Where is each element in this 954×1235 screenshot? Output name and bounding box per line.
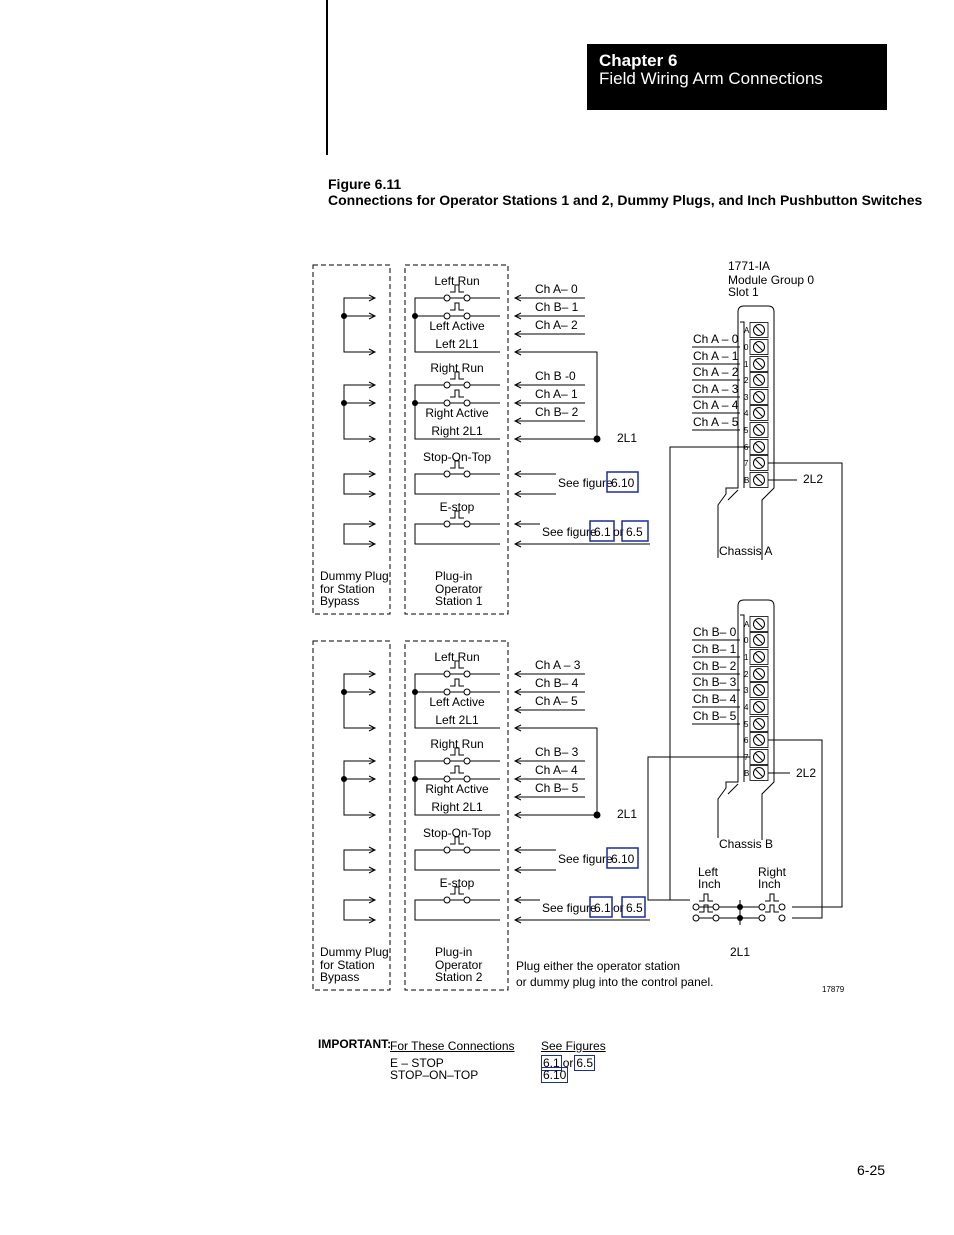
chassisB-channel: Ch B– 4 [693, 692, 737, 706]
chassisB-group [648, 600, 822, 918]
important-figures-stop-on-top [541, 1068, 568, 1082]
station1-label: Left 2L1 [435, 337, 479, 351]
right-inch-label: Right [758, 865, 787, 879]
chassisA-channel: Ch A – 2 [693, 365, 739, 379]
station1-dummy-label: Dummy Plug [320, 569, 389, 583]
chassisB-return: 2L2 [796, 766, 817, 780]
chassisA-terminal-id: A [744, 326, 750, 335]
chassisA-channel: Ch A – 4 [693, 398, 739, 412]
station2-dummy-label: Bypass [320, 970, 360, 984]
station2-label: Left Run [434, 650, 480, 664]
chassisA-terminal-id: 7 [744, 459, 749, 468]
important-ref-6-1[interactable]: 6.1 [543, 1056, 560, 1070]
station2-plugin-label: Operator [435, 958, 483, 972]
station1-dummy-label: for Station [320, 582, 375, 596]
chassisB-channel: Ch B– 5 [693, 709, 737, 723]
chassisB-terminals [750, 617, 768, 781]
station2-ref-6-1[interactable]: 6.1 [594, 901, 611, 915]
chassisB-channel: Ch B– 3 [693, 675, 737, 689]
drawing-number: 17879 [822, 985, 845, 994]
station2-label: Right Active [425, 782, 489, 796]
chassisA-channel: Ch A – 1 [693, 349, 739, 363]
chassisA-terminal-id: B [744, 476, 750, 485]
chassisA-terminal-id: 1 [744, 360, 749, 369]
station1-dummy-jumpers [344, 295, 375, 547]
station1-group [313, 265, 650, 614]
station1-plugin-label: Plug-in [435, 569, 473, 583]
chassisB-channel: Ch B– 0 [693, 625, 737, 639]
station2-dummy-label: for Station [320, 958, 375, 972]
station2-label: E-stop [439, 876, 475, 890]
chapter-title: Field Wiring Arm Connections [599, 69, 823, 88]
chassisB-terminal-id: 0 [744, 636, 749, 645]
station1-plugin-label: Station 1 [435, 594, 483, 608]
chassisA-group [670, 259, 842, 907]
station2-wire-label: Ch A – 3 [535, 658, 581, 672]
station1-ref-6-5[interactable]: 6.5 [626, 525, 643, 539]
inch-switches [693, 865, 787, 959]
plug-note: or dummy plug into the control panel. [516, 975, 714, 989]
station2-wire-label: Ch B– 3 [535, 745, 579, 759]
station1-wire-label: Ch B– 2 [535, 405, 579, 419]
important-ref-or: or [562, 1056, 574, 1070]
station1-panel-wires [515, 295, 650, 547]
chassisA-return: 2L2 [803, 472, 824, 486]
station1-wire-label: Ch B -0 [535, 369, 576, 383]
station2-label: Right Run [430, 737, 484, 751]
station2-dummy-label: Dummy Plug [320, 945, 389, 959]
important-label: IMPORTANT: [318, 1037, 392, 1051]
figure-number: Figure 6.11 [328, 176, 402, 192]
station2-wire-label: Ch A– 4 [535, 763, 578, 777]
left-inch-label: Left [698, 865, 719, 879]
station2-ref-6-10[interactable]: 6.10 [611, 852, 635, 866]
station1-node-label: 2L1 [617, 431, 638, 445]
station1-ref-or: or [613, 525, 624, 539]
station2-node-label: 2L1 [617, 807, 638, 821]
right-inch-label: Inch [758, 877, 781, 891]
left-inch-label: Inch [698, 877, 721, 891]
chassisA-terminal-id: 0 [744, 343, 749, 352]
station2-wire-label: Ch A– 5 [535, 694, 578, 708]
station2-wire-label: Ch B– 5 [535, 781, 579, 795]
station1-label: E-stop [439, 500, 475, 514]
station1-label: Left Active [429, 319, 485, 333]
station2-ref-or: or [613, 901, 624, 915]
chassisA-label: Chassis A [719, 544, 773, 558]
station2-label: Stop-On-Top [422, 826, 492, 840]
chassisA-channel: Ch A – 3 [693, 382, 739, 396]
station2-group [313, 641, 650, 990]
module-slot: Slot 1 [728, 285, 759, 299]
station2-label: Left 2L1 [435, 713, 479, 727]
chassisA-channel: Ch A – 0 [693, 332, 739, 346]
station2-see-figure: See figure [558, 852, 613, 866]
chassisA-terminal-ids [744, 326, 750, 485]
chassisB-terminal-id: 3 [744, 686, 749, 695]
station2-ref-6-5[interactable]: 6.5 [626, 901, 643, 915]
chassisA-terminal-id: 4 [744, 409, 749, 418]
chassisB-terminal-id: 1 [744, 653, 749, 662]
chassisB-terminal-id: 4 [744, 703, 749, 712]
station1-label: Right Run [430, 361, 484, 375]
chassisA-channel: Ch A – 5 [693, 415, 739, 429]
station2-plugin-label: Station 2 [435, 970, 483, 984]
important-row-stop-on-top: STOP–ON–TOP [390, 1068, 479, 1082]
chassisB-channel: Ch B– 1 [693, 642, 737, 656]
chassisB-channel: Ch B– 2 [693, 659, 737, 673]
station1-plugin-label: Operator [435, 582, 483, 596]
chassisB-terminal-id: 5 [744, 720, 749, 729]
notes [516, 959, 845, 994]
station1-wire-label: Ch B– 1 [535, 300, 579, 314]
module-name: 1771-IA [728, 259, 771, 273]
station1-label: Right Active [425, 406, 489, 420]
chassisA-terminal-id: 5 [744, 426, 749, 435]
chapter-number: Chapter 6 [599, 51, 678, 70]
chassisB-terminal-id: A [744, 620, 750, 629]
station1-wire-label: Ch A– 2 [535, 318, 578, 332]
station1-wire-label: Ch A– 0 [535, 282, 578, 296]
chassisB-label: Chassis B [719, 837, 774, 851]
page-number: 6-25 [857, 1162, 886, 1178]
chassisA-terminal-id: 2 [744, 376, 749, 385]
station1-see-figure: See figure [558, 476, 613, 490]
station2-see-figure: See figure [542, 901, 597, 915]
station1-ref-6-1[interactable]: 6.1 [594, 525, 611, 539]
chassisB-terminal-ids [744, 620, 750, 778]
chassisB-terminal-id: 6 [744, 736, 749, 745]
chassisB-terminal-id: B [744, 769, 750, 778]
station2-plugin-label: Plug-in [435, 945, 473, 959]
plug-note: Plug either the operator station [516, 959, 681, 973]
important-header-connections: For These Connections [390, 1039, 515, 1053]
important-header-figures: See Figures [541, 1039, 606, 1053]
station1-ref-6-10[interactable]: 6.10 [611, 476, 635, 490]
chassisB-terminal-id: 2 [744, 670, 749, 679]
station1-label: Left Run [434, 274, 480, 288]
station2-wire-label: Ch B– 4 [535, 676, 579, 690]
module-group: Module Group 0 [728, 273, 815, 287]
station1-dummy-label: Bypass [320, 594, 360, 608]
important-row-estop: E – STOP [390, 1056, 444, 1070]
station2-label: Left Active [429, 695, 485, 709]
chassisA-terminal-id: 3 [744, 393, 749, 402]
station1-label: Right 2L1 [431, 424, 483, 438]
station1-wire-label: Ch A– 1 [535, 387, 578, 401]
chassisA-terminal-id: 6 [744, 443, 749, 452]
figure-title: Connections for Operator Stations 1 and 2, Dummy Plugs, and Inch Pushbutton Switches [328, 192, 923, 208]
inch-node-label: 2L1 [730, 945, 751, 959]
station1-label: Stop-On-Top [422, 450, 492, 464]
chassisB-terminal-id: 7 [744, 753, 749, 762]
station2-label: Right 2L1 [431, 800, 483, 814]
important-ref-6-10[interactable]: 6.10 [543, 1068, 567, 1082]
chassisA-terminals [750, 323, 768, 488]
important-ref-6-5[interactable]: 6.5 [576, 1056, 594, 1070]
station1-see-figure: See figure [542, 525, 597, 539]
